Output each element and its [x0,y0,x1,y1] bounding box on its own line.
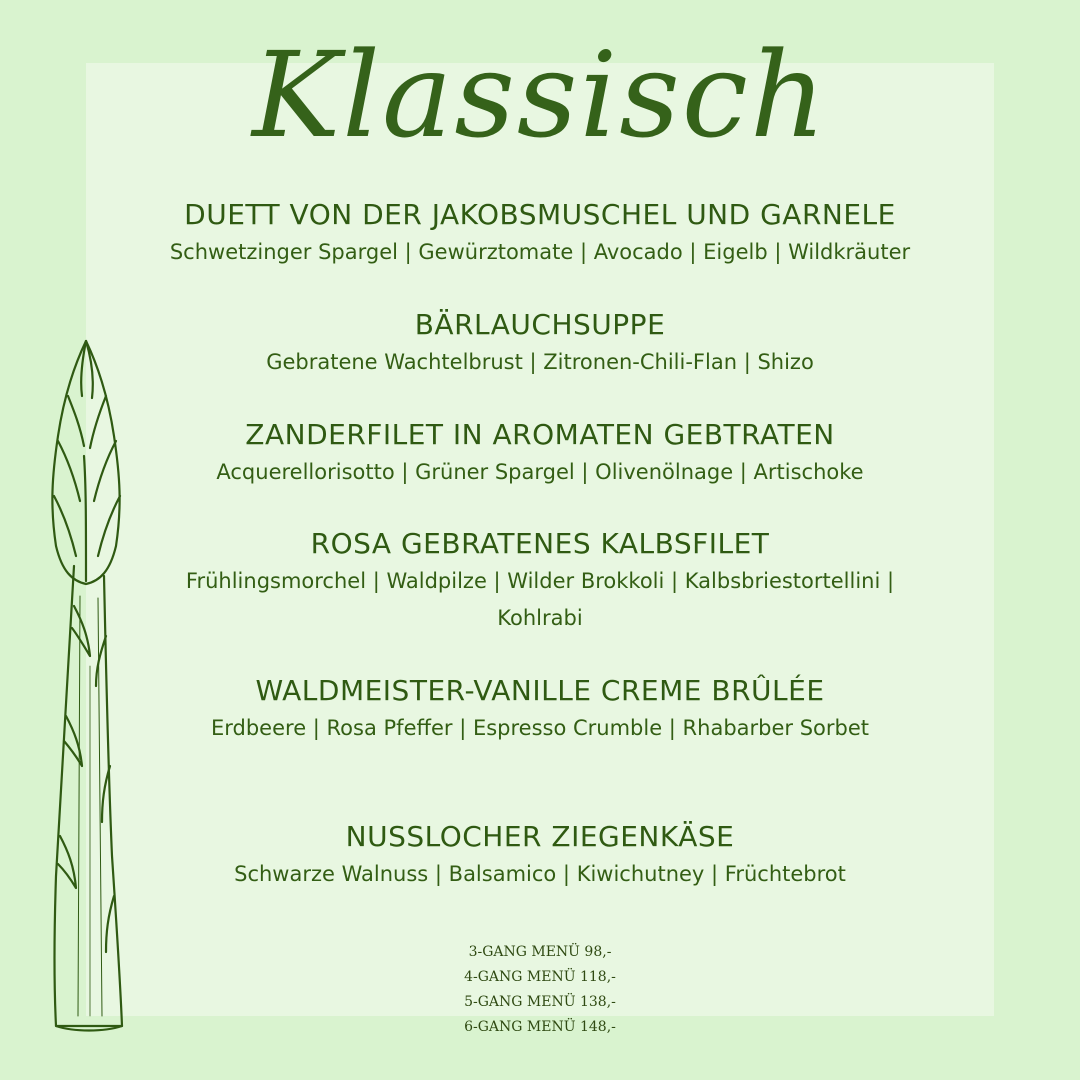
course-6 [150,818,930,893]
price-5-course: 5-GANG MENÜ 138,- [464,994,616,1010]
course-4 [150,525,930,637]
course-name: ROSA GEBRATENES KALBSFILET [310,527,770,560]
price-4-course: 4-GANG MENÜ 118,- [464,969,616,985]
course-description: Gebratene Wachtelbrust | Zitronen-Chili-Flan | Shizo [266,350,814,374]
course-description: Frühlingsmorchel | Waldpilze | Wilder Brokkoli | Kalbsbriestortellini | Kohlrabi [185,569,895,630]
course-name: BÄRLAUCHSUPPE [414,308,666,341]
course-1 [150,196,930,271]
menu-title: Klassisch [252,26,828,164]
course-description: Acquerellorisotto | Grüner Spargel | Olivenölnage | Artischoke [216,460,864,484]
course-description: Erdbeere | Rosa Pfeffer | Espresso Crumble | Rhabarber Sorbet [210,716,870,740]
course-3 [150,416,930,491]
price-3-course: 3-GANG MENÜ 98,- [468,944,612,960]
price-6-course: 6-GANG MENÜ 148,- [464,1019,616,1035]
course-2 [150,306,930,381]
course-description: Schwetzinger Spargel | Gewürztomate | Avocado | Eigelb | Wildkräuter [169,240,911,264]
course-name: ZANDERFILET IN AROMATEN GEBTRATEN [245,418,835,451]
course-name: WALDMEISTER-VANILLE CREME BRÛLÉE [255,674,825,707]
asparagus-illustration [44,336,130,1036]
price-list [390,940,690,1040]
course-description: Schwarze Walnuss | Balsamico | Kiwichutney | Früchtebrot [234,862,846,886]
course-5 [150,672,930,747]
course-name: NUSSLOCHER ZIEGENKÄSE [345,820,735,853]
course-name: DUETT VON DER JAKOBSMUSCHEL UND GARNELE [184,198,896,231]
